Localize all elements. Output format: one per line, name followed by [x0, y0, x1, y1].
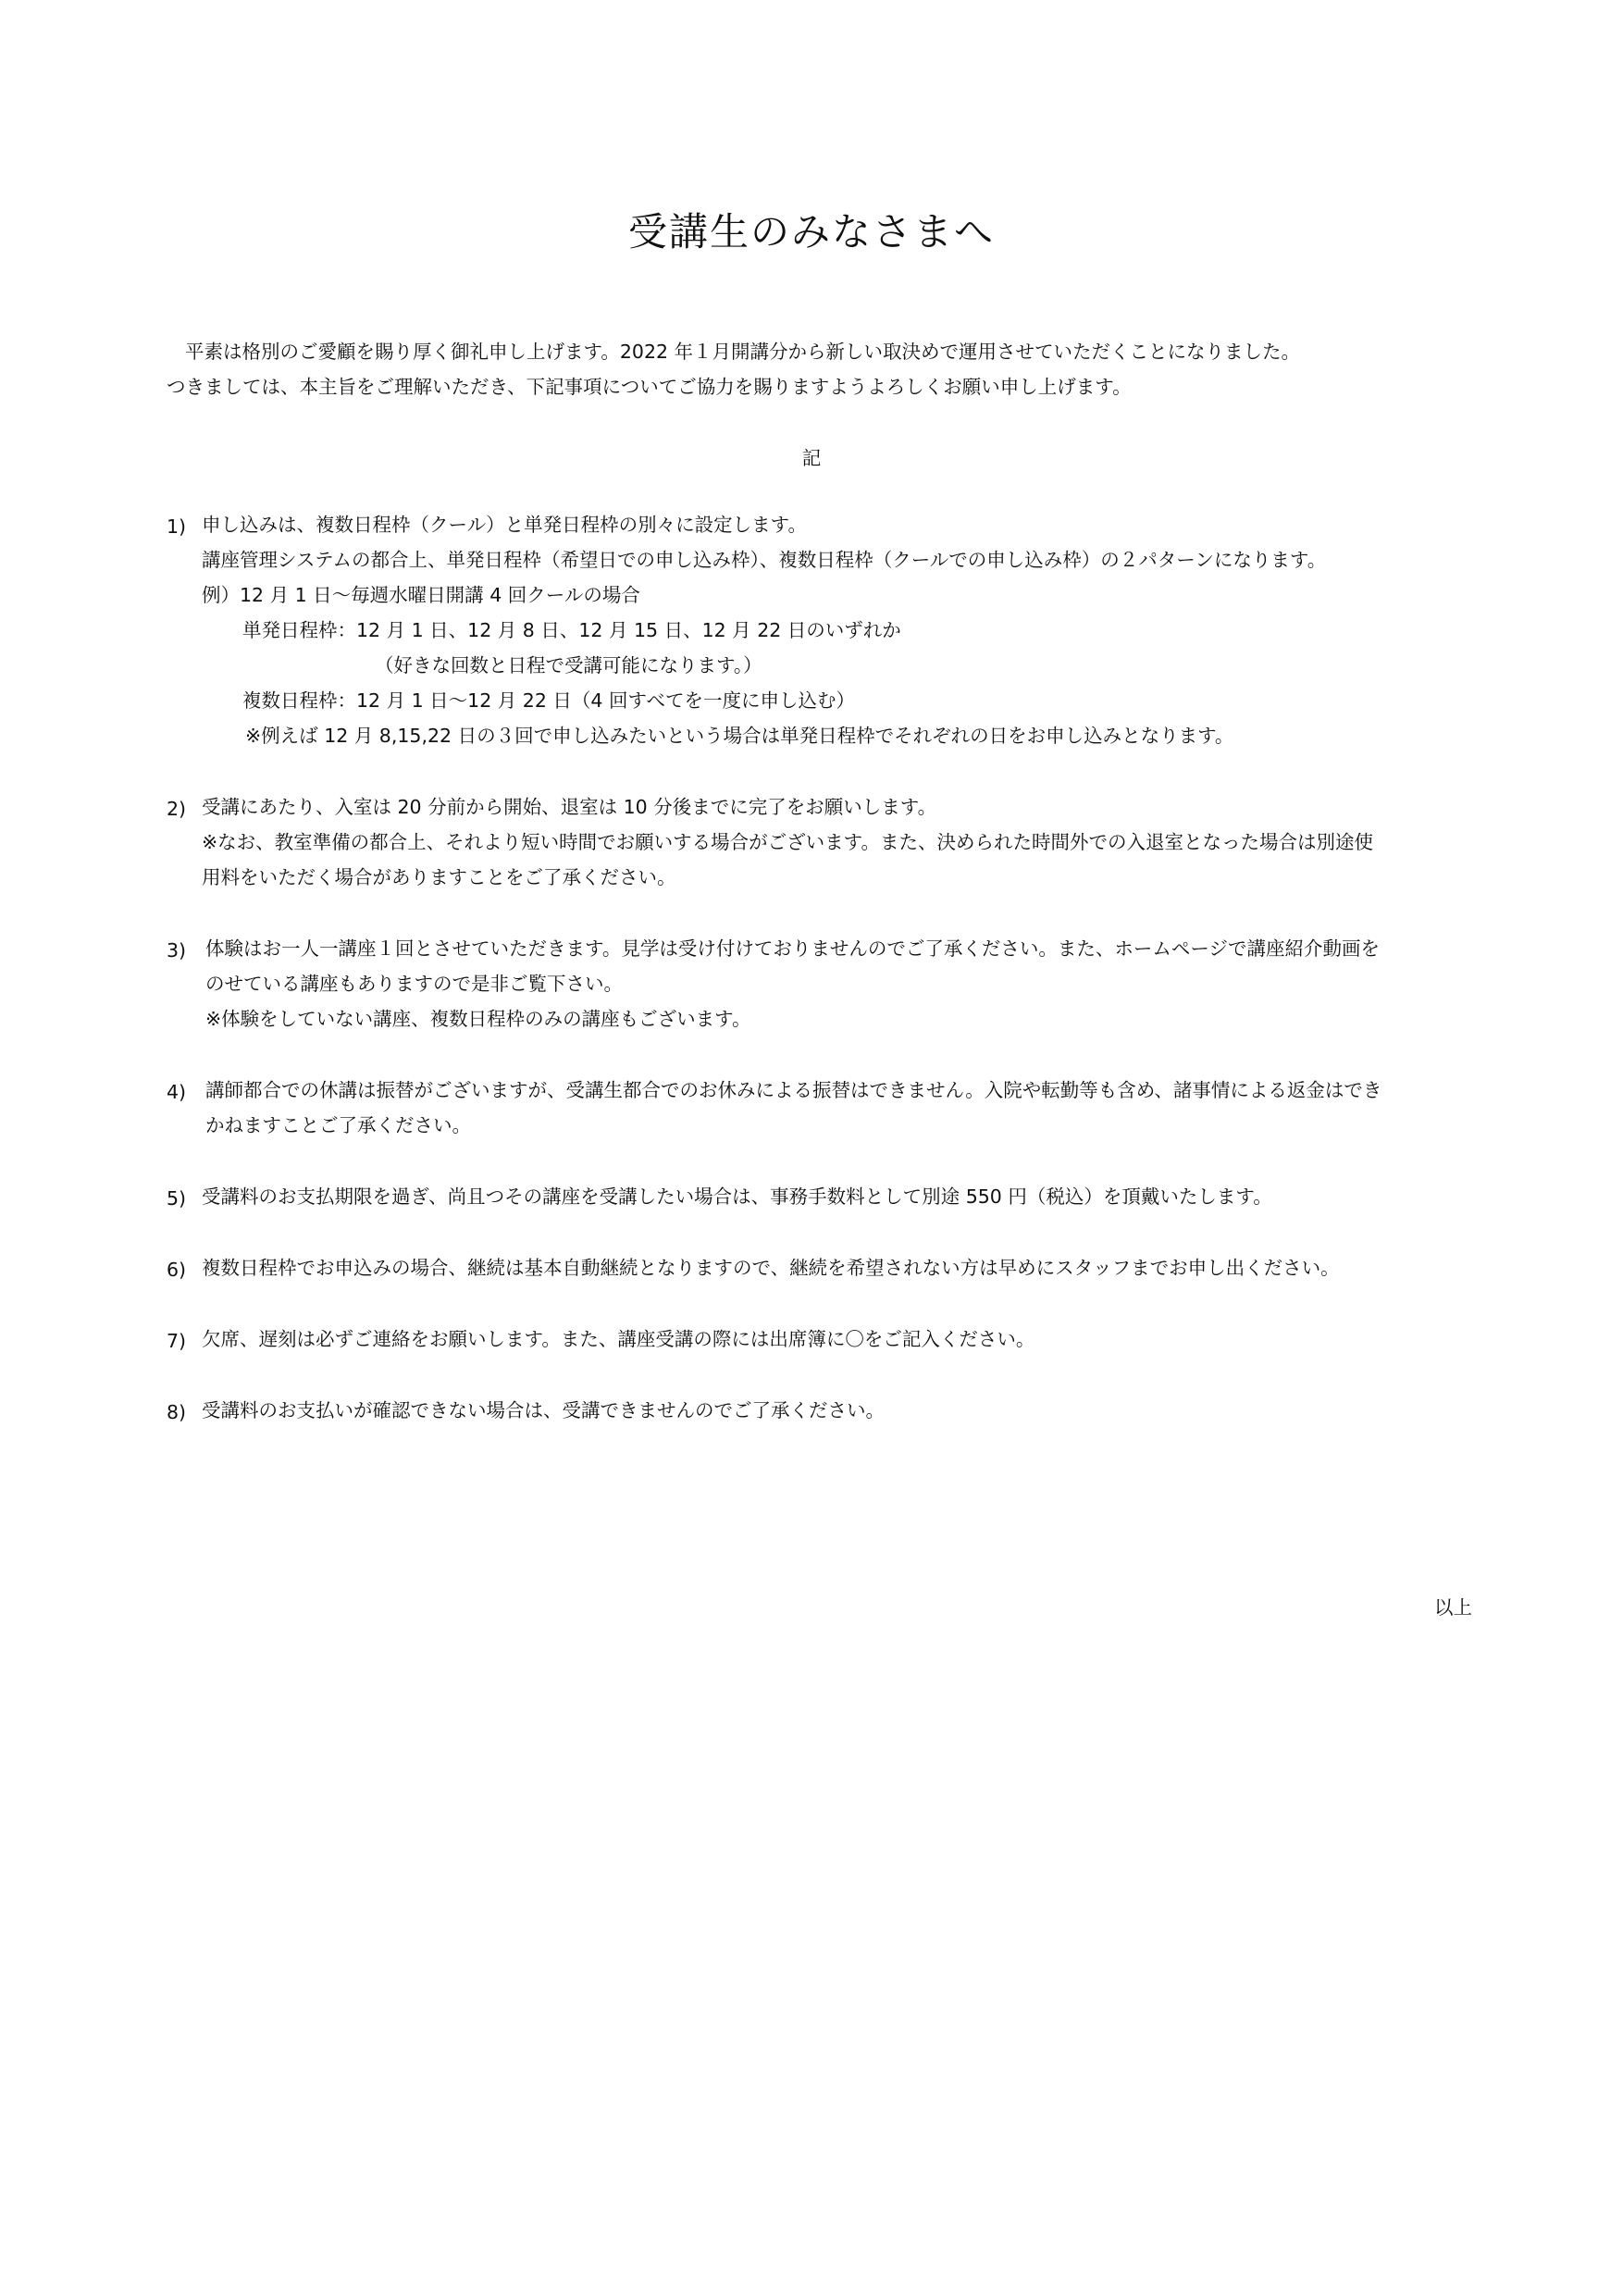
item-3-line-2: のせている講座もありますので是非ご覧下さい。 [205, 973, 623, 995]
item-1-line-6: 複数日程枠：12 月 1 日〜12 月 22 日（4 回すべてを一度に申し込む） [242, 689, 856, 712]
item-1-line-7: ※例えば 12 月 8,15,22 日の３回で申し込みたいという場合は単発日程枠でそれぞれの日をお申し込みとなります。 [245, 725, 1234, 747]
item-1-number: 1) [167, 515, 187, 538]
item-4-number: 4) [167, 1081, 187, 1103]
item-2-line-2: ※なお、教室準備の都合上、それより短い時間でお願いする場合がございます。また、決められた時間外での入退室となった場合は別途使 [202, 831, 1374, 853]
item-4-line-2: かねますことご了承ください。 [205, 1114, 471, 1136]
item-2-number: 2) [167, 798, 187, 820]
item-6-number: 6) [167, 1259, 187, 1281]
item-1-line-2: 講座管理システムの都合上、単発日程枠（希望日での申し込み枠）、複数日程枠（クールでの申し込み枠）の２パターンになります。 [202, 549, 1327, 571]
item-3-line-3: ※体験をしていない講座、複数日程枠のみの講座もございます。 [205, 1008, 751, 1030]
item-1-line-5: （好きな回数と日程で受講可能になります。） [375, 654, 762, 676]
item-1-line-3: 例）12 月 1 日〜毎週水曜日開講 4 回クールの場合 [202, 584, 640, 606]
item-7-line-1: 欠席、遅刻は必ずご連絡をお願いします。また、講座受講の際には出席簿に〇をご記入ください。 [202, 1328, 1035, 1350]
ki-heading: 記 [801, 447, 822, 469]
item-5-number: 5) [167, 1187, 187, 1210]
item-3-line-1: 体験はお一人一講座１回とさせていただきます。見学は受け付けておりませんのでご了承ください。また、ホームページで講座紹介動画を [205, 937, 1380, 960]
item-4-line-1: 講師都合での休講は振替がございますが、受講生都合でのお休みによる振替はできません。入院や転勤等も含め、諸事情による返金はでき [205, 1079, 1382, 1101]
item-8-number: 8) [167, 1401, 187, 1423]
item-1-line-4: 単発日程枠：12 月 1 日、12 月 8 日、12 月 15 日、12 月 22 日のいずれか [242, 619, 901, 641]
page-title: 受講生のみなさまへ [627, 209, 995, 254]
item-7-number: 7) [167, 1330, 187, 1352]
item-2-line-3: 用料をいただく場合がありますことをご了承ください。 [202, 866, 676, 888]
item-1-line-1: 申し込みは、複数日程枠（クール）と単発日程枠の別々に設定します。 [202, 514, 807, 536]
intro-line-2: つきましては、本主旨をご理解いただき、下記事項についてご協力を賜りますようよろしくお願い申し上げます。 [167, 376, 1132, 398]
item-2-line-1: 受講にあたり、入室は 20 分前から開始、退室は 10 分後までに完了をお願いします。 [202, 796, 937, 818]
intro-line-1: 平素は格別のご愛顧を賜り厚く御礼申し上げます。2022 年１月開講分から新しい取決めで運用させていただくことになりました。 [185, 341, 1301, 363]
item-5-line-1: 受講料のお支払期限を過ぎ、尚且つその講座を受講したい場合は、事務手数料として別途 550 円（税込）を頂戴いたします。 [202, 1185, 1272, 1208]
item-6-line-1: 複数日程枠でお申込みの場合、継続は基本自動継続となりますので、継続を希望されない方は早めにスタッフまでお申し出ください。 [202, 1257, 1340, 1279]
item-8-line-1: 受講料のお支払いが確認できない場合は、受講できませんのでご了承ください。 [202, 1399, 885, 1421]
closing-mark: 以上 [1434, 1596, 1472, 1619]
item-3-number: 3) [167, 939, 187, 962]
